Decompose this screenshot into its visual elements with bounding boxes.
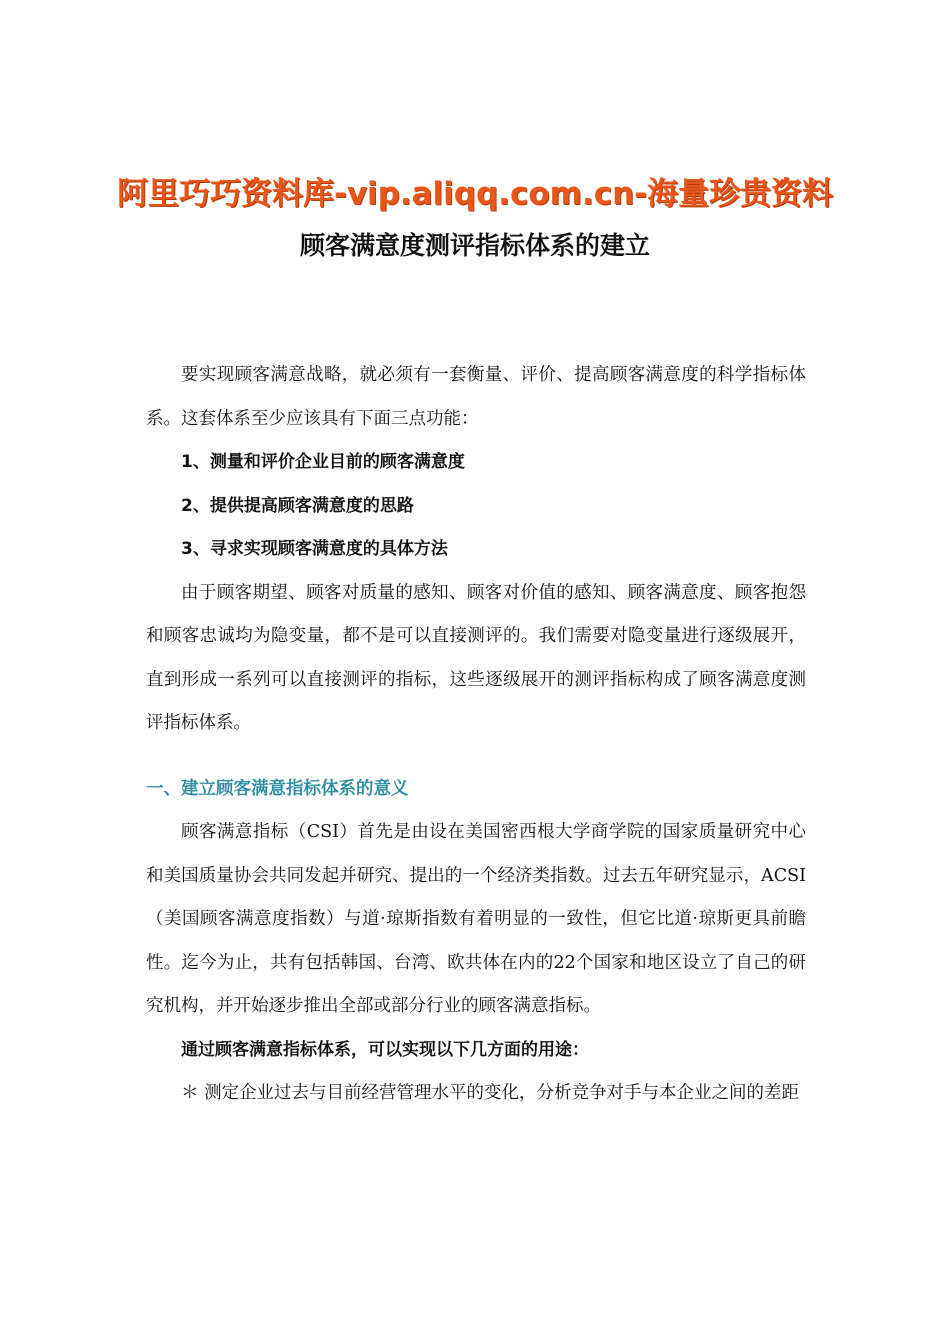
function-item-1: 1、测量和评价企业目前的顾客满意度	[181, 452, 465, 472]
explanation-paragraph: 由于顾客期望、顾客对质量的感知、顾客对价值的感知、顾客满意度、顾客抱怨和顾客忠诚均为隐变量，都不是可以直接测评的。我们需要对隐变量进行逐级展开，直到形成一系列可以直接测评的指标，这些逐级展开的测评指标构成了顾客满意度测评指标体系。	[146, 582, 806, 733]
intro-paragraph: 要实现顾客满意战略，就必须有一套衡量、评价、提高顾客满意度的科学指标体系。这套体系至少应该具有下面三点功能：	[146, 365, 806, 429]
section-paragraph: 顾客满意指标（CSI）首先是由设在美国密西根大学商学院的国家质量研究中心和美国质量协会共同发起并研究、提出的一个经济类指数。过去五年研究显示，ACSI（美国顾客满意度指数）与道·琼斯指数有着明显的一致性，但它比道·琼斯更具前瞻性。迄今为止，共有包括韩国、台湾、欧共体在内的22个国家和地区设立了自己的研究机构，并开始逐步推出全部或部分行业的顾客满意指标。	[146, 822, 806, 1016]
document-body	[146, 354, 806, 1116]
use-item-1: ＊ 测定企业过去与目前经营管理水平的变化，分析竞争对手与本企业之间的差距	[181, 1083, 800, 1103]
function-item-2: 2、提供提高顾客满意度的思路	[181, 495, 414, 516]
function-item-3: 3、寻求实现顾客满意度的具体方法	[181, 539, 448, 559]
section-heading: 一、建立顾客满意指标体系的意义	[146, 778, 409, 799]
document-title: 顾客满意度测评指标体系的建立	[299, 231, 650, 260]
banner-text: 阿里巧巧资料库-vip.aliqq.com.cn-海量珍贵资料	[116, 176, 834, 212]
uses-lead: 通过顾客满意指标体系，可以实现以下几方面的用途：	[181, 1039, 589, 1060]
